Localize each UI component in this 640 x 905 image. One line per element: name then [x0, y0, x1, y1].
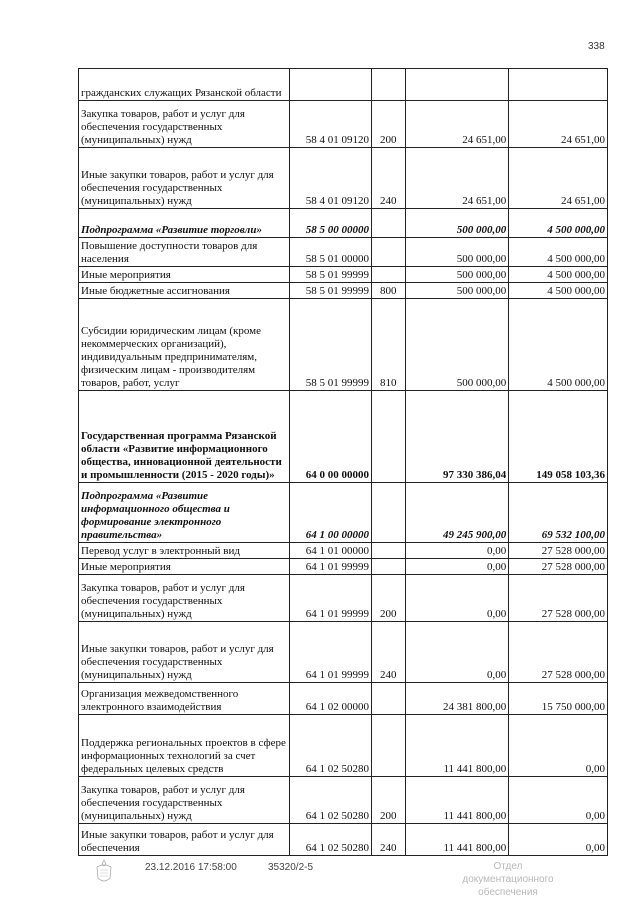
row-amount-year2-cell	[509, 69, 608, 101]
table-row	[79, 683, 608, 715]
table-row	[79, 148, 608, 209]
table-row	[79, 391, 608, 483]
page-number: 338	[588, 41, 605, 52]
row-name-cell: Закупка товаров, работ и услуг для обеспечения государственных (муниципальных) нужд	[79, 575, 290, 622]
table-row	[79, 715, 608, 777]
row-type-cell: 240	[371, 148, 405, 209]
row-amount-year1-cell: 0,00	[405, 622, 509, 683]
table-row	[79, 559, 608, 575]
row-name-cell: Иные мероприятия	[79, 559, 290, 575]
table-row	[79, 824, 608, 856]
row-amount-year2-cell: 27 528 000,00	[509, 543, 608, 559]
row-code-cell: 64 1 01 99999	[289, 559, 371, 575]
row-amount-year1-cell: 500 000,00	[405, 299, 509, 391]
row-type-cell	[371, 483, 405, 543]
row-code-cell: 58 5 01 99999	[289, 283, 371, 299]
row-amount-year2-cell: 27 528 000,00	[509, 559, 608, 575]
row-amount-year2-cell: 0,00	[509, 824, 608, 856]
row-type-cell: 810	[371, 299, 405, 391]
row-amount-year1-cell: 0,00	[405, 575, 509, 622]
table-row	[79, 622, 608, 683]
row-amount-year2-cell: 27 528 000,00	[509, 622, 608, 683]
row-amount-year2-cell: 4 500 000,00	[509, 209, 608, 238]
row-amount-year1-cell: 49 245 900,00	[405, 483, 509, 543]
row-amount-year1-cell: 0,00	[405, 543, 509, 559]
row-amount-year1-cell: 500 000,00	[405, 209, 509, 238]
row-type-cell	[371, 391, 405, 483]
row-code-cell: 64 1 02 50280	[289, 777, 371, 824]
row-name-cell: Закупка товаров, работ и услуг для обеспечения государственных (муниципальных) нужд	[79, 777, 290, 824]
table-row	[79, 238, 608, 267]
coat-of-arms-stamp-icon	[92, 858, 116, 886]
row-name-cell: Подпрограмма «Развитие информационного общества и формирование электронного правительства»	[79, 483, 290, 543]
row-code-cell: 64 0 00 00000	[289, 391, 371, 483]
footer-org-watermark: Отдел документационного обеспечения	[462, 861, 554, 898]
row-code-cell: 58 5 01 00000	[289, 238, 371, 267]
row-type-cell: 240	[371, 824, 405, 856]
row-amount-year1-cell: 11 441 800,00	[405, 824, 509, 856]
row-amount-year1-cell: 97 330 386,04	[405, 391, 509, 483]
table-row	[79, 299, 608, 391]
row-amount-year2-cell: 27 528 000,00	[509, 575, 608, 622]
table-row	[79, 69, 608, 101]
row-amount-year2-cell: 0,00	[509, 777, 608, 824]
row-type-cell	[371, 267, 405, 283]
table-row	[79, 267, 608, 283]
row-type-cell	[371, 559, 405, 575]
row-code-cell: 58 4 01 09120	[289, 101, 371, 148]
row-amount-year1-cell: 500 000,00	[405, 267, 509, 283]
row-type-cell: 240	[371, 622, 405, 683]
row-code-cell: 64 1 02 50280	[289, 715, 371, 777]
table-row	[79, 777, 608, 824]
row-code-cell: 58 5 00 00000	[289, 209, 371, 238]
row-type-cell	[371, 238, 405, 267]
row-amount-year1-cell: 24 651,00	[405, 101, 509, 148]
table-row	[79, 283, 608, 299]
row-amount-year2-cell: 0,00	[509, 715, 608, 777]
row-name-cell: Иные закупки товаров, работ и услуг для обеспечения государственных (муниципальных) нужд	[79, 622, 290, 683]
row-name-cell: Государственная программа Рязанской области «Развитие информационного общества, инновационной деятельности и промышленности (2015 - 2020 годы)»	[79, 391, 290, 483]
row-type-cell: 200	[371, 101, 405, 148]
row-code-cell	[289, 69, 371, 101]
row-amount-year1-cell: 11 441 800,00	[405, 777, 509, 824]
table-row	[79, 575, 608, 622]
row-code-cell: 64 1 02 00000	[289, 683, 371, 715]
row-amount-year2-cell: 24 651,00	[509, 148, 608, 209]
footer	[0, 858, 640, 898]
row-code-cell: 64 1 01 99999	[289, 575, 371, 622]
table-row	[79, 101, 608, 148]
row-code-cell: 58 5 01 99999	[289, 299, 371, 391]
row-name-cell: Перевод услуг в электронный вид	[79, 543, 290, 559]
row-type-cell	[371, 683, 405, 715]
row-amount-year1-cell: 11 441 800,00	[405, 715, 509, 777]
row-code-cell: 58 5 01 99999	[289, 267, 371, 283]
row-type-cell: 800	[371, 283, 405, 299]
row-name-cell: Подпрограмма «Развитие торговли»	[79, 209, 290, 238]
table-row	[79, 483, 608, 543]
row-code-cell: 64 1 01 99999	[289, 622, 371, 683]
budget-table-body	[79, 69, 608, 856]
row-amount-year1-cell: 0,00	[405, 559, 509, 575]
row-type-cell	[371, 209, 405, 238]
row-amount-year1-cell: 24 651,00	[405, 148, 509, 209]
row-type-cell	[371, 715, 405, 777]
row-name-cell: Организация межведомственного электронного взаимодействия	[79, 683, 290, 715]
row-amount-year2-cell: 4 500 000,00	[509, 267, 608, 283]
row-name-cell: Поддержка региональных проектов в сфере информационных технологий за счет федеральных целевых средств	[79, 715, 290, 777]
row-amount-year1-cell: 24 381 800,00	[405, 683, 509, 715]
row-amount-year1-cell	[405, 69, 509, 101]
row-amount-year2-cell: 149 058 103,36	[509, 391, 608, 483]
row-name-cell: Иные мероприятия	[79, 267, 290, 283]
row-amount-year2-cell: 69 532 100,00	[509, 483, 608, 543]
row-name-cell: гражданских служащих Рязанской области	[79, 69, 290, 101]
row-code-cell: 64 1 01 00000	[289, 543, 371, 559]
row-name-cell: Закупка товаров, работ и услуг для обеспечения государственных (муниципальных) нужд	[79, 101, 290, 148]
row-type-cell: 200	[371, 575, 405, 622]
row-name-cell: Субсидии юридическим лицам (кроме некоммерческих организаций), индивидуальным предпринимателям, физическим лицам - производителям товаров, работ, услуг	[79, 299, 290, 391]
row-amount-year1-cell: 500 000,00	[405, 283, 509, 299]
row-amount-year2-cell: 24 651,00	[509, 101, 608, 148]
row-name-cell: Иные закупки товаров, работ и услуг для обеспечения	[79, 824, 290, 856]
row-type-cell	[371, 69, 405, 101]
footer-doc-number: 35320/2-5	[268, 862, 314, 873]
budget-table	[78, 68, 608, 856]
row-type-cell: 200	[371, 777, 405, 824]
row-amount-year2-cell: 4 500 000,00	[509, 238, 608, 267]
row-code-cell: 64 1 02 50280	[289, 824, 371, 856]
row-amount-year2-cell: 15 750 000,00	[509, 683, 608, 715]
row-amount-year2-cell: 4 500 000,00	[509, 283, 608, 299]
footer-date: 23.12.2016 17:58:00	[145, 862, 237, 873]
table-row	[79, 209, 608, 238]
row-amount-year2-cell: 4 500 000,00	[509, 299, 608, 391]
table-row	[79, 543, 608, 559]
row-code-cell: 64 1 00 00000	[289, 483, 371, 543]
row-amount-year1-cell: 500 000,00	[405, 238, 509, 267]
row-type-cell	[371, 543, 405, 559]
row-code-cell: 58 4 01 09120	[289, 148, 371, 209]
row-name-cell: Иные закупки товаров, работ и услуг для обеспечения государственных (муниципальных) нужд	[79, 148, 290, 209]
row-name-cell: Повышение доступности товаров для населения	[79, 238, 290, 267]
row-name-cell: Иные бюджетные ассигнования	[79, 283, 290, 299]
